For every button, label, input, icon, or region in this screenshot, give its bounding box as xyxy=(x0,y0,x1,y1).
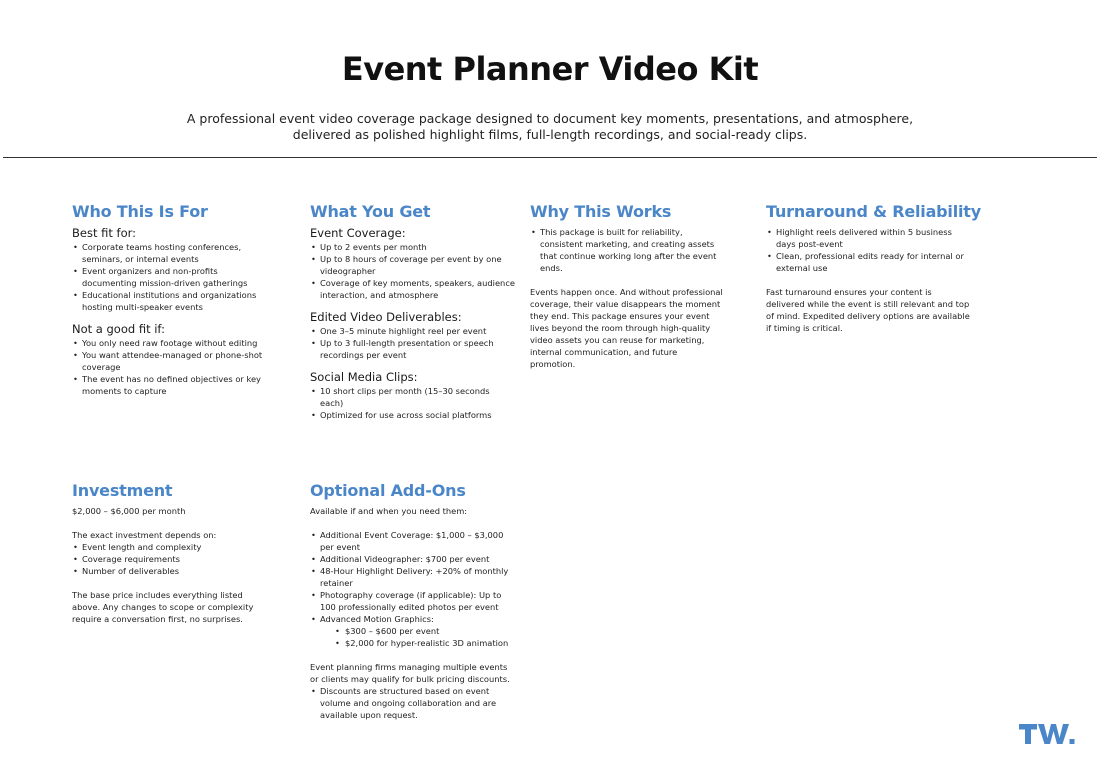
not-fit-list xyxy=(72,337,272,397)
list-item: • 48-Hour Highlight Delivery: +20% of monthly retainer xyxy=(310,565,515,589)
best-fit-list xyxy=(72,241,272,313)
list-item: • Photography coverage (if applicable): Up to 100 professionally edited photos per event xyxy=(310,589,515,613)
edited-label: Edited Video Deliverables: xyxy=(310,310,462,324)
edited-list xyxy=(310,325,515,361)
who-heading: Who This Is For xyxy=(72,202,208,221)
investment-price: $2,000 – $6,000 per month xyxy=(72,506,186,516)
why-paragraph: Events happen once. And without professional coverage, their value disappears the moment they end. This package ensures your event lives beyond the room through high-quality video assets you can reuse for marketing, internal communication, and future promotion. xyxy=(530,287,723,369)
turnaround-list xyxy=(766,226,971,274)
bulk-list xyxy=(310,685,515,721)
not-fit-label: Not a good fit if: xyxy=(72,322,165,336)
turnaround-section xyxy=(766,202,981,334)
why-section xyxy=(530,202,725,370)
social-label: Social Media Clips: xyxy=(310,370,418,384)
list-item: • Additional Event Coverage: $1,000 – $3,000 per event xyxy=(310,529,515,553)
list-item: • Event length and complexity xyxy=(72,541,272,553)
list-item: • Up to 2 events per month xyxy=(310,241,515,253)
subtitle-line-1: A professional event video coverage package designed to document key moments, presentations, and atmosphere, xyxy=(186,111,914,126)
list-item: • Up to 3 full-length presentation or speech recordings per event xyxy=(310,337,515,361)
what-section xyxy=(310,202,515,421)
list-item: • Clean, professional edits ready for internal or external use xyxy=(766,250,971,274)
investment-paragraph: The base price includes everything listed above. Any changes to scope or complexity require a conversation first, no surprises. xyxy=(72,590,254,624)
header-divider xyxy=(3,157,1097,158)
list-item: • Educational institutions and organizations hosting multi-speaker events xyxy=(72,289,272,313)
turnaround-paragraph: Fast turnaround ensures your content is delivered while the event is still relevant and top of mind. Expedited delivery options are available if timing is critical. xyxy=(766,287,970,333)
list-item: • Advanced Motion Graphics: xyxy=(310,613,515,625)
subtitle-line-2: delivered as polished highlight films, full-length recordings, and social-ready clips. xyxy=(292,127,808,142)
list-item: • This package is built for reliability, consistent marketing, and creating assets that continue working long after the event ends. xyxy=(530,226,725,274)
coverage-list xyxy=(310,241,515,301)
who-section xyxy=(72,202,272,397)
list-item: • You only need raw footage without editing xyxy=(72,337,272,349)
depends-list xyxy=(72,541,272,577)
why-heading: Why This Works xyxy=(530,202,672,221)
list-item: • Event organizers and non-profits documenting mission-driven gatherings xyxy=(72,265,272,289)
why-list xyxy=(530,226,725,274)
investment-section xyxy=(72,481,272,625)
what-heading: What You Get xyxy=(310,202,431,221)
investment-heading: Investment xyxy=(72,481,173,500)
list-item: • Coverage requirements xyxy=(72,553,272,565)
list-item: • The event has no defined objectives or key moments to capture xyxy=(72,373,272,397)
list-item: • Up to 8 hours of coverage per event by one videographer xyxy=(310,253,515,277)
list-item: • $2,000 for hyper-realistic 3D animation xyxy=(310,637,515,649)
addons-heading: Optional Add-Ons xyxy=(310,481,466,500)
list-item: • Discounts are structured based on event volume and ongoing collaboration and are available upon request. xyxy=(310,685,515,721)
list-item: • Optimized for use across social platforms xyxy=(310,409,515,421)
coverage-label: Event Coverage: xyxy=(310,226,406,240)
page-subtitle xyxy=(150,111,950,143)
list-item: • Highlight reels delivered within 5 business days post-event xyxy=(766,226,971,250)
best-fit-label: Best fit for: xyxy=(72,226,137,240)
list-item: • One 3–5 minute highlight reel per event xyxy=(310,325,515,337)
social-list xyxy=(310,385,515,421)
page-title: Event Planner Video Kit xyxy=(341,50,759,88)
list-item: • Coverage of key moments, speakers, audience interaction, and atmosphere xyxy=(310,277,515,301)
list-item: • Additional Videographer: $700 per event xyxy=(310,553,515,565)
turnaround-heading: Turnaround & Reliability xyxy=(766,202,981,221)
depends-label: The exact investment depends on: xyxy=(72,530,217,540)
list-item: • Number of deliverables xyxy=(72,565,272,577)
addons-section xyxy=(310,481,515,721)
addons-intro: Available if and when you need them: xyxy=(310,506,468,516)
list-item: • You want attendee-managed or phone-shot coverage xyxy=(72,349,272,373)
list-item: • Corporate teams hosting conferences, seminars, or internal events xyxy=(72,241,272,265)
tw-logo-icon xyxy=(1019,722,1075,746)
list-item: • $300 – $600 per event xyxy=(310,625,515,637)
addons-list xyxy=(310,529,515,649)
bulk-paragraph: Event planning firms managing multiple events or clients may qualify for bulk pricing discounts. xyxy=(310,662,510,684)
list-item: • 10 short clips per month (15–30 seconds each) xyxy=(310,385,515,409)
